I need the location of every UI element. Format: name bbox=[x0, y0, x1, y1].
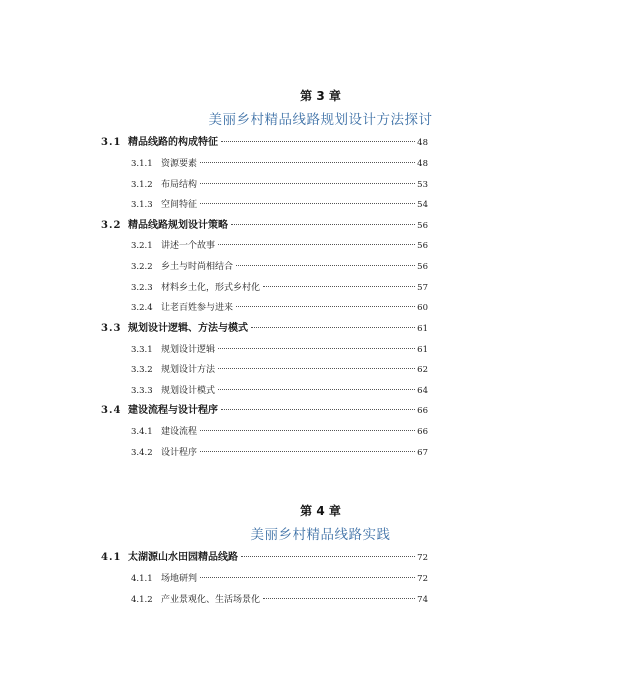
toc-entry-title: 规划设计模式 bbox=[161, 386, 216, 396]
toc-entry-title: 产业景观化、生活场景化 bbox=[161, 595, 261, 605]
toc-entry-page: 72 bbox=[417, 574, 428, 584]
toc-entry[interactable] bbox=[0, 343, 641, 357]
toc-entry-line bbox=[161, 384, 428, 398]
dot-leader bbox=[263, 597, 415, 599]
dot-leader bbox=[218, 367, 415, 369]
toc-entry[interactable] bbox=[0, 363, 641, 377]
toc-entry[interactable] bbox=[0, 404, 641, 418]
toc-entry-number: 3.4.1 bbox=[131, 427, 153, 437]
toc-entry-number: 3.3.2 bbox=[131, 365, 153, 375]
toc-entry-title: 场地研判 bbox=[161, 574, 198, 584]
toc-entry-line bbox=[128, 136, 428, 150]
toc-entry-title: 规划设计逻辑、方法与模式 bbox=[128, 323, 248, 334]
toc-entry-number: 4.1.1 bbox=[131, 574, 153, 584]
dot-leader bbox=[263, 285, 415, 287]
toc-entry-title: 讲述一个故事 bbox=[161, 241, 216, 251]
toc-entry-number: 4.1.2 bbox=[131, 595, 153, 605]
toc-entry-title: 布局结构 bbox=[161, 180, 198, 190]
toc-entry-title: 太湖源山水田园精品线路 bbox=[128, 552, 238, 563]
toc-entry-page: 48 bbox=[417, 138, 428, 148]
dot-leader bbox=[200, 576, 415, 578]
toc-entry-page: 74 bbox=[417, 595, 428, 605]
toc-entry-number: 3.1.1 bbox=[131, 159, 153, 169]
toc-entry-number: 4.1 bbox=[101, 552, 122, 563]
toc-entry-title: 精品线路规划设计策略 bbox=[128, 220, 228, 231]
toc-entry-title: 材料乡土化，形式乡村化 bbox=[161, 283, 261, 293]
dot-leader bbox=[200, 161, 415, 163]
dot-leader bbox=[218, 388, 415, 390]
toc-entry-title: 精品线路的构成特征 bbox=[128, 137, 218, 148]
dot-leader bbox=[200, 202, 415, 204]
toc-entry-line bbox=[161, 446, 428, 460]
toc-entry-title: 建设流程 bbox=[161, 427, 198, 437]
toc-entry[interactable] bbox=[0, 157, 641, 171]
toc-entry-line bbox=[161, 281, 428, 295]
toc-entry-line bbox=[128, 551, 428, 565]
toc-entry-title: 空间特征 bbox=[161, 200, 198, 210]
toc-entry[interactable] bbox=[0, 572, 641, 586]
toc-entry-page: 66 bbox=[417, 406, 428, 416]
toc-entry[interactable] bbox=[0, 219, 641, 233]
toc-entry-line bbox=[161, 178, 428, 192]
toc-entry[interactable] bbox=[0, 384, 641, 398]
toc-entry-page: 56 bbox=[417, 221, 428, 231]
dot-leader bbox=[251, 326, 415, 328]
chapter-3-number: 第 3 章 bbox=[300, 89, 341, 103]
toc-entry-page: 61 bbox=[417, 324, 428, 334]
toc-entry-line bbox=[161, 572, 428, 586]
dot-leader bbox=[218, 347, 415, 349]
toc-entry-number: 3.2 bbox=[101, 220, 122, 231]
toc-entry[interactable] bbox=[0, 136, 641, 150]
toc-entry-number: 3.3.1 bbox=[131, 345, 153, 355]
toc-entry-page: 61 bbox=[417, 345, 428, 355]
chapter-4-title: 美丽乡村精品线路实践 bbox=[250, 527, 391, 543]
toc-entry-line bbox=[161, 157, 428, 171]
toc-entry-title: 规划设计逻辑 bbox=[161, 345, 216, 355]
toc-entry-number: 3.3 bbox=[101, 323, 122, 334]
toc-entry-line bbox=[128, 219, 428, 233]
toc-entry[interactable] bbox=[0, 593, 641, 607]
toc-entry-title: 资源要素 bbox=[161, 159, 198, 169]
toc-entry-page: 54 bbox=[417, 200, 428, 210]
toc-entry[interactable] bbox=[0, 239, 641, 253]
toc-entry-number: 3.1.2 bbox=[131, 180, 153, 190]
toc-entry-page: 66 bbox=[417, 427, 428, 437]
dot-leader bbox=[241, 555, 415, 557]
toc-entry[interactable] bbox=[0, 281, 641, 295]
toc-entry[interactable] bbox=[0, 446, 641, 460]
toc-entry[interactable] bbox=[0, 260, 641, 274]
toc-entry-line bbox=[161, 301, 428, 315]
toc-entry-title: 建设流程与设计程序 bbox=[128, 405, 218, 416]
toc-entry-title: 乡土与时尚相结合 bbox=[161, 262, 234, 272]
toc-entry[interactable] bbox=[0, 178, 641, 192]
toc-entry-page: 60 bbox=[417, 303, 428, 313]
dot-leader bbox=[200, 429, 415, 431]
toc-entry-line bbox=[161, 260, 428, 274]
chapter-4-number: 第 4 章 bbox=[300, 504, 341, 518]
toc-entry-line bbox=[161, 425, 428, 439]
toc-entry-page: 72 bbox=[417, 553, 428, 563]
toc-entry-page: 48 bbox=[417, 159, 428, 169]
toc-entry-number: 3.2.2 bbox=[131, 262, 153, 272]
toc-entry-number: 3.3.3 bbox=[131, 386, 153, 396]
dot-leader bbox=[221, 140, 415, 142]
toc-entry-number: 3.2.4 bbox=[131, 303, 153, 313]
dot-leader bbox=[221, 408, 415, 410]
toc-entry-line bbox=[128, 322, 428, 336]
toc-entry-page: 56 bbox=[417, 262, 428, 272]
toc-entry[interactable] bbox=[0, 551, 641, 565]
toc-entry-line bbox=[128, 404, 428, 418]
toc-entry-page: 67 bbox=[417, 448, 428, 458]
dot-leader bbox=[200, 182, 415, 184]
toc-entry-page: 64 bbox=[417, 386, 428, 396]
toc-entry[interactable] bbox=[0, 301, 641, 315]
dot-leader bbox=[231, 223, 415, 225]
dot-leader bbox=[218, 243, 415, 245]
toc-entry[interactable] bbox=[0, 322, 641, 336]
toc-entry-number: 3.4 bbox=[101, 405, 122, 416]
toc-entry-number: 3.2.1 bbox=[131, 241, 153, 251]
dot-leader bbox=[236, 264, 415, 266]
dot-leader bbox=[236, 305, 415, 307]
toc-entry-number: 3.1 bbox=[101, 137, 122, 148]
dot-leader bbox=[200, 450, 415, 452]
chapter-3-title: 美丽乡村精品线路规划设计方法探讨 bbox=[208, 112, 433, 128]
toc-entry-line bbox=[161, 593, 428, 607]
toc-entry-page: 57 bbox=[417, 283, 428, 293]
toc-entry-title: 让老百姓参与进来 bbox=[161, 303, 234, 313]
toc-entry[interactable] bbox=[0, 198, 641, 212]
toc-entry-line bbox=[161, 363, 428, 377]
toc-entry-number: 3.2.3 bbox=[131, 283, 153, 293]
toc-entry-page: 53 bbox=[417, 180, 428, 190]
toc-entry-number: 3.1.3 bbox=[131, 200, 153, 210]
toc-entry-line bbox=[161, 198, 428, 212]
toc-entry[interactable] bbox=[0, 425, 641, 439]
toc-entry-page: 56 bbox=[417, 241, 428, 251]
toc-entry-title: 设计程序 bbox=[161, 448, 198, 458]
toc-entry-title: 规划设计方法 bbox=[161, 365, 216, 375]
toc-entry-number: 3.4.2 bbox=[131, 448, 153, 458]
toc-entry-line bbox=[161, 343, 428, 357]
toc-entry-page: 62 bbox=[417, 365, 428, 375]
toc-entry-line bbox=[161, 239, 428, 253]
